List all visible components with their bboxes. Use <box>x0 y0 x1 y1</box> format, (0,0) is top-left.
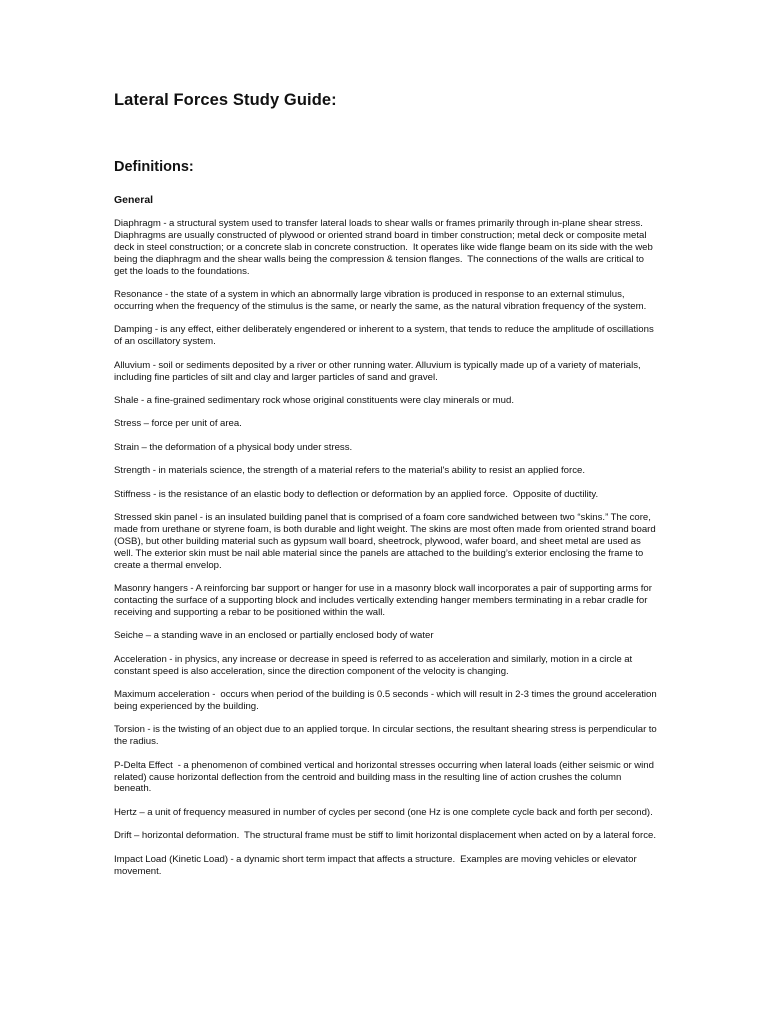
definitions-list <box>114 218 659 877</box>
definition-maximum-acceleration: Maximum acceleration - occurs when period of the building is 0.5 seconds - which will result in 2-3 times the ground acceleration being experienced by the building. <box>114 688 660 712</box>
definition-diaphragm: Diaphragm - a structural system used to transfer lateral loads to shear walls or frames primarily through in-plane shear stress. Diaphragms are usually constructed of plywood or oriented strand board in timber construction; metal deck or composite metal deck in steel construction; or a concrete slab in concrete construction. It operates like wide flange beam on its side with the web being the diaphragm and the shear walls being the compression & tension flanges. The connections of the walls are critical to get the loads to the foundations. <box>114 218 656 277</box>
definition-strength: Strength - in materials science, the strength of a material refers to the material's ability to resist an applied force. <box>114 465 586 477</box>
subsection-title-general: General <box>114 194 154 206</box>
definition-acceleration: Acceleration - in physics, any increase or decrease in speed is referred to as acceleration and similarly, motion in a circle at constant speed is also acceleration, since the direction component of the velocity is changing. <box>114 653 635 677</box>
definition-stress: Stress – force per unit of area. <box>114 418 242 430</box>
definition-p-delta-effect: P-Delta Effect - a phenomenon of combined vertical and horizontal stresses occurring when lateral loads (either seismic or wind related) cause horizontal deflection from the centroid and building mass in the resulting line of action crushes the column beneath. <box>114 759 657 795</box>
document-page <box>114 90 659 889</box>
definition-resonance: Resonance - the state of a system in which an abnormally large vibration is produced in response to an external stimulus, occurring when the frequency of the stimulus is the same, or nearly the same, as the natural vibration frequency of the system. <box>114 289 647 312</box>
document-title: Lateral Forces Study Guide: <box>114 91 337 109</box>
definition-stiffness: Stiffness - is the resistance of an elastic body to deflection or deformation by an applied force. Opposite of ductility. <box>114 488 599 500</box>
definition-seiche: Seiche – a standing wave in an enclosed or partially enclosed body of water <box>114 630 434 642</box>
definition-impact-load: Impact Load (Kinetic Load) - a dynamic short term impact that affects a structure. Examples are moving vehicles or elevator movement. <box>114 853 640 877</box>
definition-strain: Strain – the deformation of a physical body under stress. <box>114 441 353 453</box>
definition-alluvium: Alluvium - soil or sediments deposited by a river or other running water. Alluvium is typically made up of a variety of materials, including fine particles of silt and clay and larger particles of sand and gravel. <box>114 359 644 383</box>
definition-hertz: Hertz – a unit of frequency measured in number of cycles per second (one Hz is one complete cycle back and forth per second). <box>114 806 653 818</box>
definition-damping: Damping - is any effect, either deliberately engendered or inherent to a system, that tends to reduce the amplitude of oscillations of an oscillatory system. <box>114 324 657 348</box>
definition-shale: Shale - a fine-grained sedimentary rock whose original constituents were clay minerals or mud. <box>114 394 514 406</box>
section-title-definitions: Definitions: <box>114 159 194 175</box>
definition-torsion: Torsion - is the twisting of an object due to an applied torque. In circular sections, the resultant shearing stress is perpendicular to the radius. <box>114 724 660 748</box>
definition-masonry-hangers: Masonry hangers - A reinforcing bar support or hanger for use in a masonry block wall incorporates a pair of supporting arms for contacting the surface of a supporting block and includes vertically extending hanger members terminating in a rebar cradle for receiving and supporting a rebar to be positioned within the wall. <box>114 583 655 618</box>
definition-drift: Drift – horizontal deformation. The structural frame must be stiff to limit horizontal displacement when acted on by a lateral force. <box>114 830 657 842</box>
definition-stressed-skin-panel: Stressed skin panel - is an insulated building panel that is comprised of a foam core sandwiched between two “skins.” The core, made from urethane or styrene foam, is both durable and light weight. The skins are most often made from oriented strand board (OSB), but other building material such as gypsum wall board, sheetrock, plywood, wafer board, and sheet metal are used as well. The exterior skin must be nail able material since the panels are attached to the building’s exterior enclosing the frame to create a thermal envelop. <box>114 512 659 571</box>
